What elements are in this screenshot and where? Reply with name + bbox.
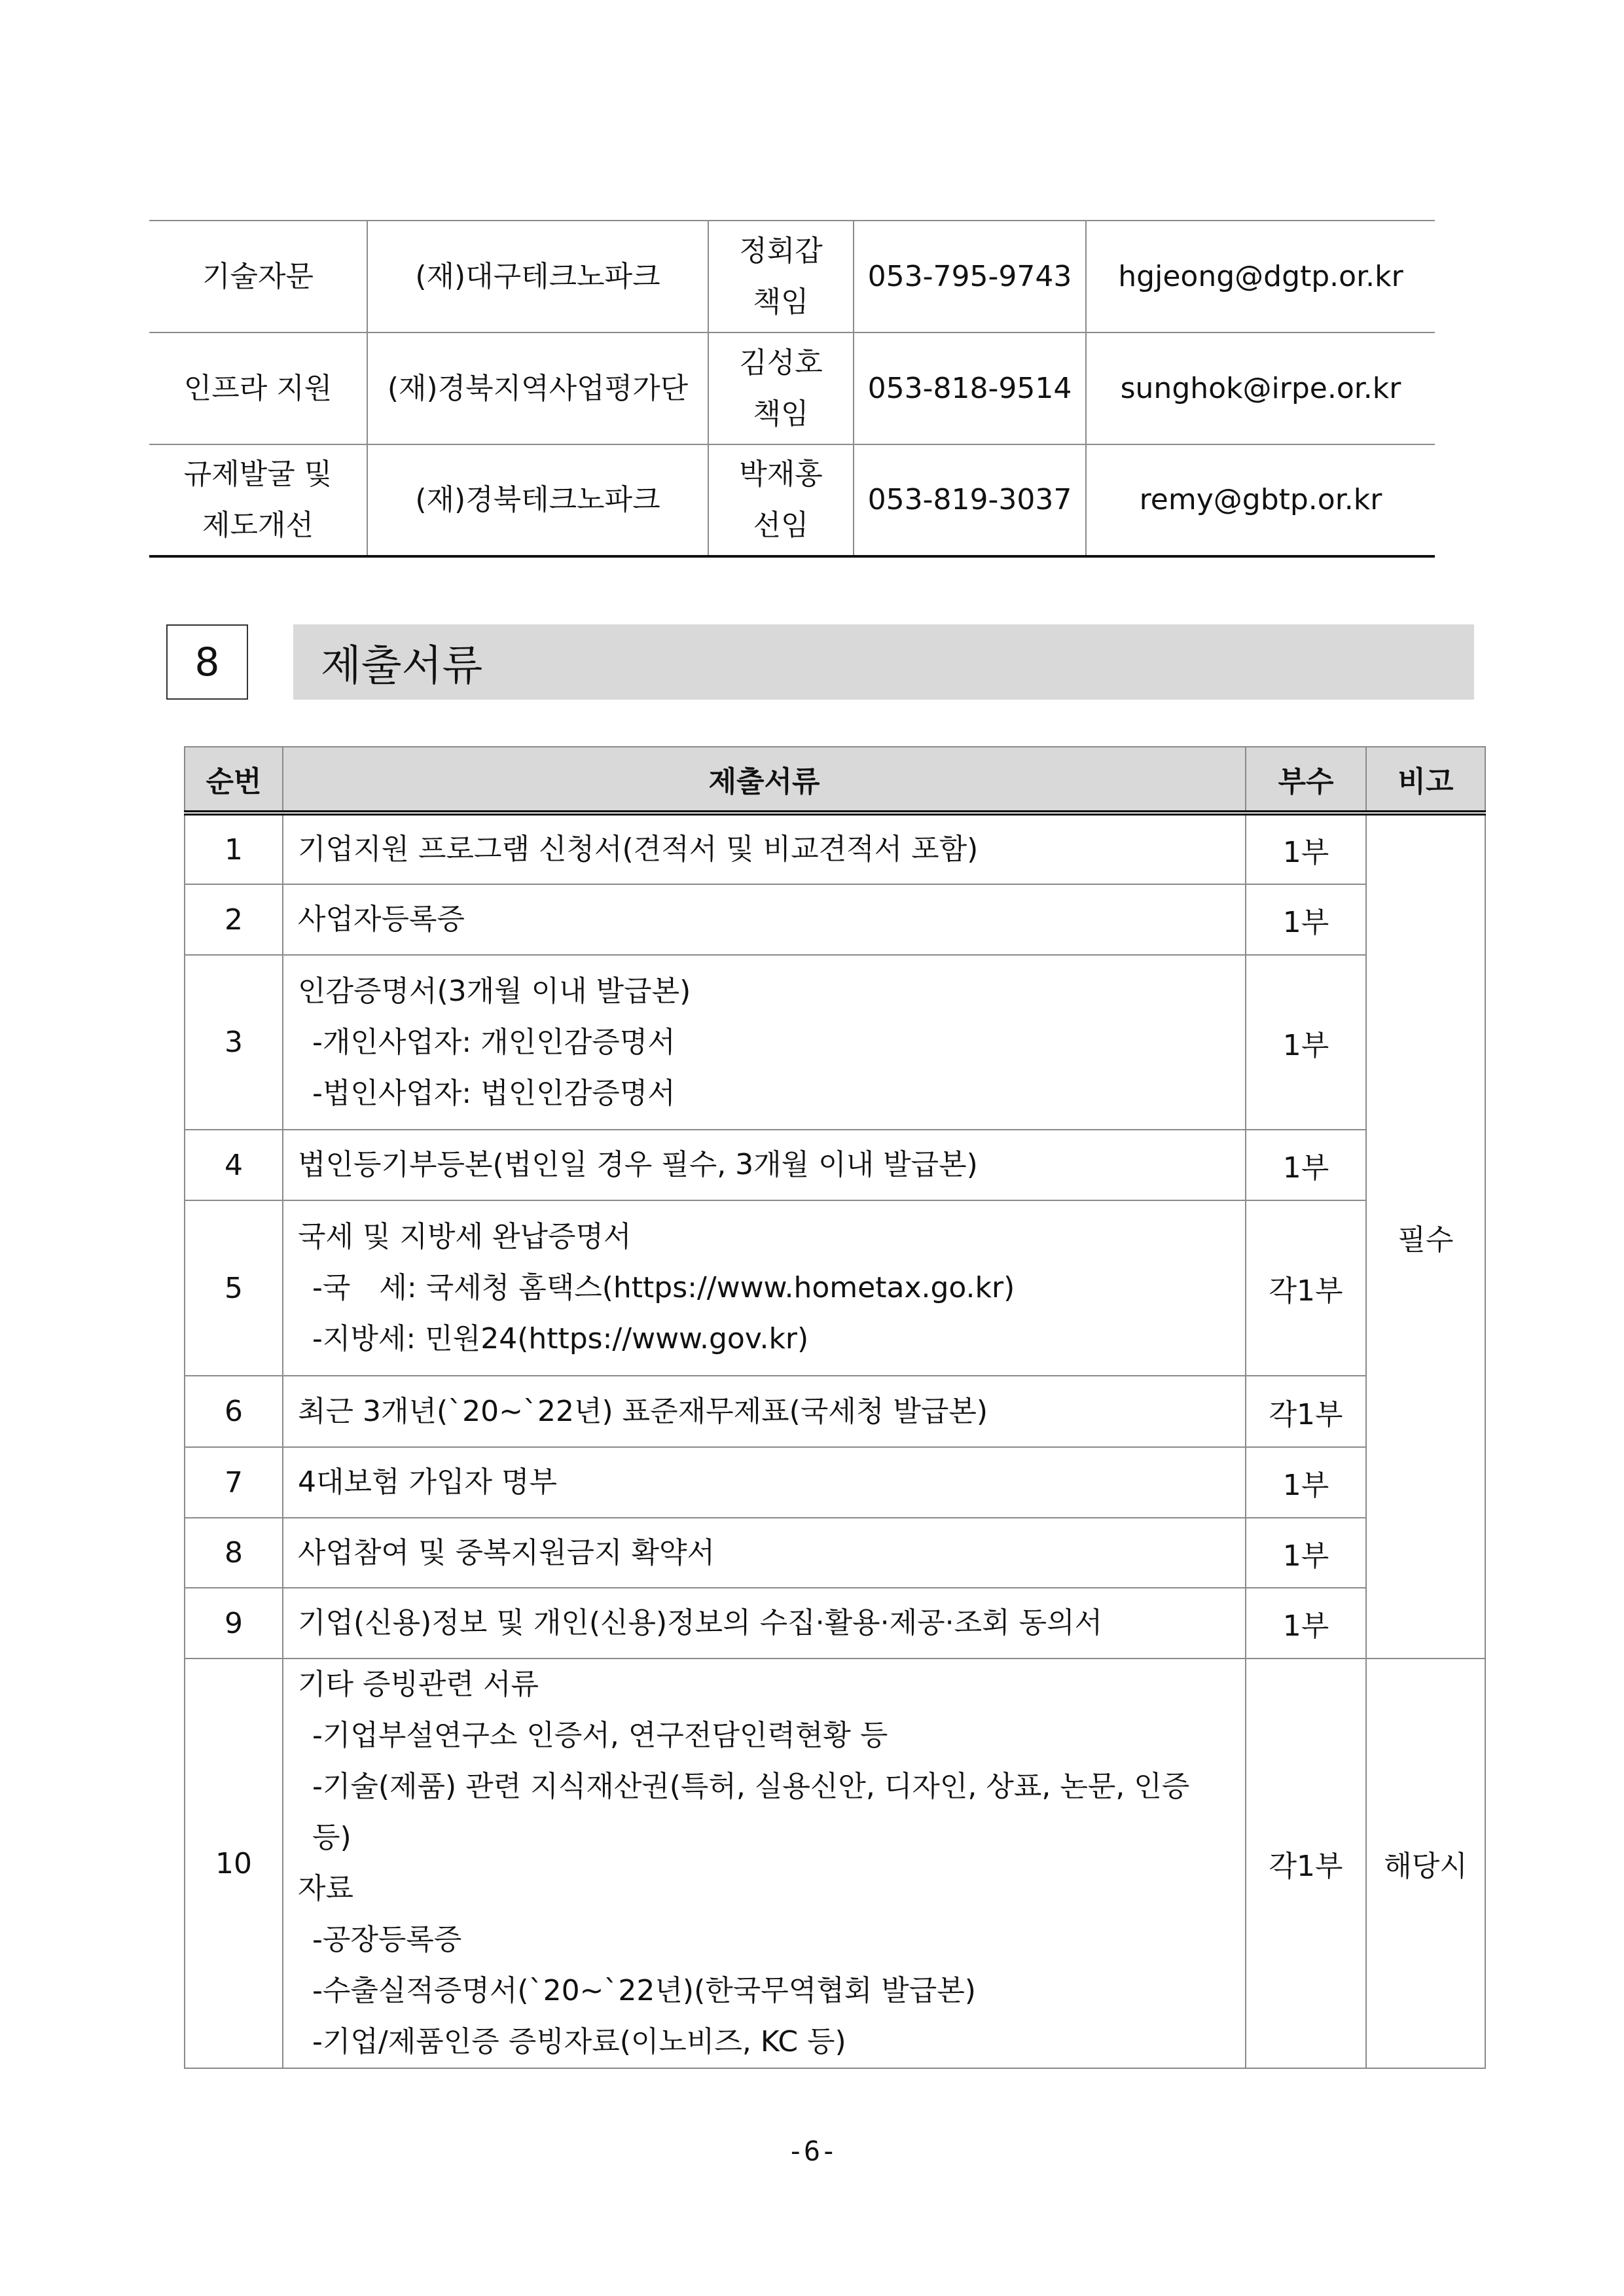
contact-row [149,221,1435,332]
table-row [185,884,1485,955]
table-row [185,813,1485,884]
copies: 각1부 [1246,1200,1366,1376]
table-row [185,1200,1485,1376]
table-row [185,955,1485,1130]
table-row [185,1659,1485,2068]
contact-org: (재)경북지역사업평가단 [367,332,708,444]
row-number: 8 [185,1518,283,1588]
copies: 1부 [1246,813,1366,884]
row-number: 3 [185,955,283,1130]
contact-person: 김성호 책임 [708,332,854,444]
contact-email: hgjeong@dgtp.or.kr [1086,221,1435,332]
contacts-table [149,220,1435,558]
contact-phone: 053-819-3037 [854,444,1086,556]
contact-phone: 053-818-9514 [854,332,1086,444]
contact-row [149,444,1435,556]
copies: 1부 [1246,1130,1366,1200]
contact-person: 정회갑 책임 [708,221,854,332]
section-title-bar [293,624,1474,700]
contact-phone: 053-795-9743 [854,221,1086,332]
section-number: 8 [166,624,248,700]
document-name: 국세 및 지방세 완납증명서 -국 세: 국세청 홈택스(https://www.hometax.go.kr) -지방세: 민원24(https://www.gov.kr) [283,1200,1246,1376]
document-name: 법인등기부등본(법인일 경우 필수, 3개월 이내 발급본) [283,1130,1246,1200]
row-number: 6 [185,1376,283,1447]
table-row [185,1376,1485,1447]
copies: 각1부 [1246,1376,1366,1447]
note-required: 필수 [1366,813,1485,1659]
contact-email: remy@gbtp.or.kr [1086,444,1435,556]
contact-row [149,332,1435,444]
section-title: 제출서류 [321,641,483,691]
contact-person: 박재홍 선임 [708,444,854,556]
copies: 1부 [1246,1588,1366,1659]
documents-header-row [185,747,1485,813]
documents-table [184,746,1486,2069]
contact-area: 기술자문 [149,221,367,332]
row-number: 9 [185,1588,283,1659]
document-name: 기업지원 프로그램 신청서(견적서 및 비교견적서 포함) [283,813,1246,884]
note-applicable: 해당시 [1366,1659,1485,2068]
table-row [185,1588,1485,1659]
contact-area: 규제발굴 및 제도개선 [149,444,367,556]
header-note: 비고 [1366,747,1485,813]
table-row [185,1518,1485,1588]
header-doc: 제출서류 [283,747,1246,813]
page-number: -6- [787,2135,837,2167]
table-row [185,1130,1485,1200]
contact-org: (재)대구테크노파크 [367,221,708,332]
row-number: 10 [185,1659,283,2068]
document-name: 인감증명서(3개월 이내 발급본) -개인사업자: 개인인감증명서 -법인사업자: 법인인감증명서 [283,955,1246,1130]
document-name: 4대보험 가입자 명부 [283,1447,1246,1518]
document-name: 기업(신용)정보 및 개인(신용)정보의 수집·활용·제공·조회 동의서 [283,1588,1246,1659]
copies: 1부 [1246,1518,1366,1588]
row-number: 2 [185,884,283,955]
row-number: 5 [185,1200,283,1376]
copies: 1부 [1246,1447,1366,1518]
document-name: 최근 3개년(`20~`22년) 표준재무제표(국세청 발급본) [283,1376,1246,1447]
table-row [185,1447,1485,1518]
copies: 1부 [1246,884,1366,955]
copies: 각1부 [1246,1659,1366,2068]
header-no: 순번 [185,747,283,813]
contact-org: (재)경북테크노파크 [367,444,708,556]
row-number: 1 [185,813,283,884]
row-number: 4 [185,1130,283,1200]
contact-email: sunghok@irpe.or.kr [1086,332,1435,444]
document-name: 기타 증빙관련 서류 -기업부설연구소 인증서, 연구전담인력현황 등 -기술(제품) 관련 지식재산권(특허, 실용신안, 디자인, 상표, 논문, 인증 등) 자료 -공장등록증 -수출실적증명서(`20~`22년)(한국무역협회 발급본) -기업/제품인증 증빙자료(이노비즈, KC 등) [283,1659,1246,2068]
copies: 1부 [1246,955,1366,1130]
document-name: 사업참여 및 중복지원금지 확약서 [283,1518,1246,1588]
row-number: 7 [185,1447,283,1518]
header-copies: 부수 [1246,747,1366,813]
document-name: 사업자등록증 [283,884,1246,955]
contact-area: 인프라 지원 [149,332,367,444]
